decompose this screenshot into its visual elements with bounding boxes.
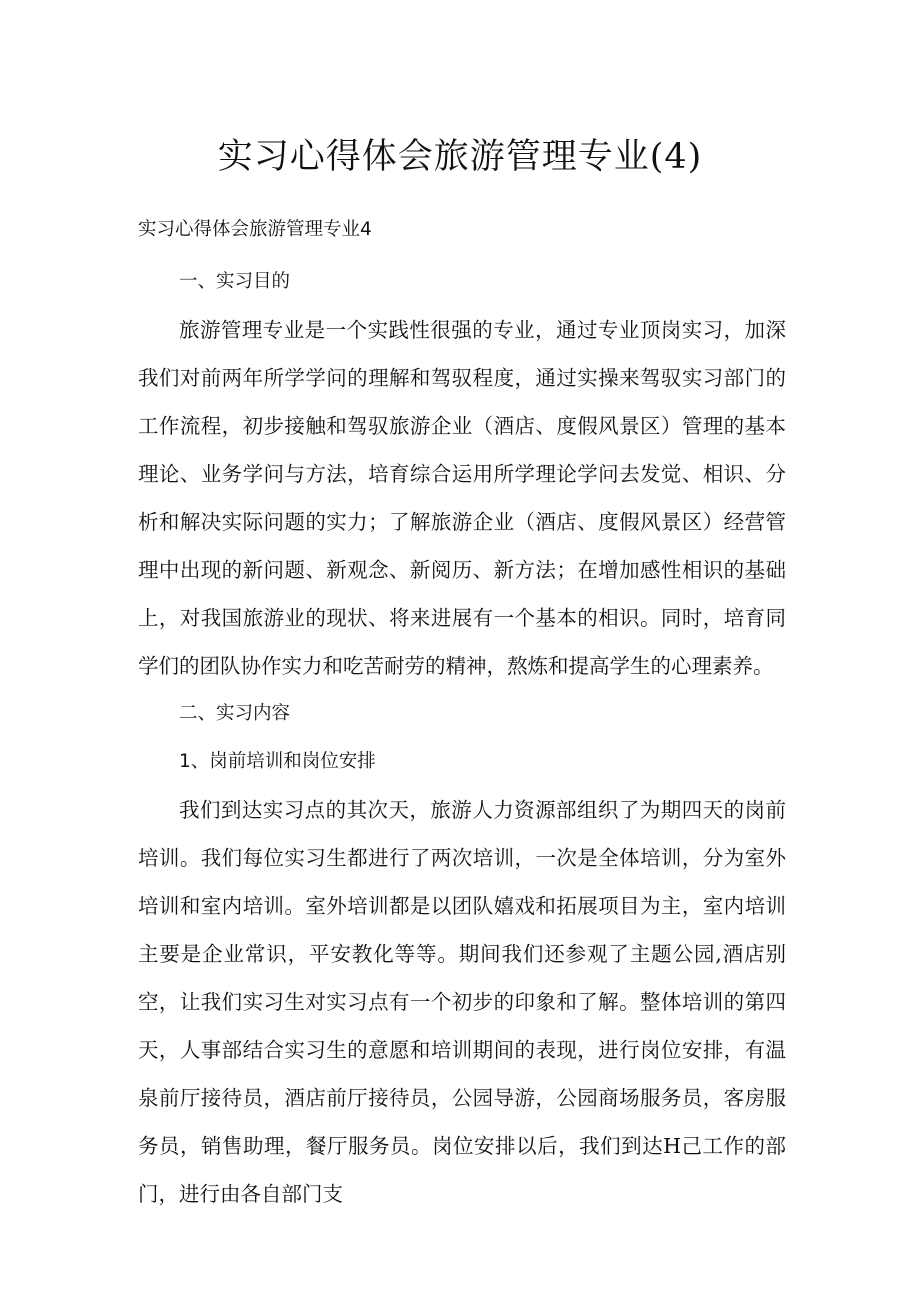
paragraph-training: 我们到达实习点的其次天，旅游人力资源部组织了为期四天的岗前培训。我们每位实习生都进行了两次培训，一次是全体培训，分为室外培训和室内培训。室外培训都是以团队嬉戏和拓展项目为主，室内培训主要是企业常识，平安教化等等。期间我们还参观了主题公园,酒店别空，让我们实习生对实习点有一个初步的印象和了解。整体培训的第四天，人事部结合实习生的意愿和培训期间的表现，进行岗位安排，有温泉前厅接待员，酒店前厅接待员，公园导游，公园商场服务员，客房服务员，销售助理，餐厅服务员。岗位安排以后，我们到达H己工作的部门，进行由各自部门支 <box>138 798 786 1206</box>
subsection-heading-training: 1、岗前培训和岗位安排 <box>179 751 376 772</box>
paragraph-purpose: 旅游管理专业是一个实践性很强的专业，通过专业顶岗实习，加深我们对前两年所学学问的理解和驾驭程度，通过实操来驾驭实习部门的工作流程，初步接触和驾驭旅游企业（酒店、度假风景区）管理的基本理论、业务学问与方法，培育综合运用所学理论学问去发觉、相识、分析和解决实际问题的实力；了解旅游企业（酒店、度假风景区）经营管理中出现的新问题、新观念、新阅历、新方法；在增加感性相识的基础上，对我国旅游业的现状、将来进展有一个基本的相识。同时，培育同学们的团队协作实力和吃苦耐劳的精神，熬炼和提高学生的心理素养。 <box>138 318 786 678</box>
document-body <box>138 212 786 1218</box>
document-subtitle: 实习心得体会旅游管理专业4 <box>138 219 372 240</box>
section-heading-content: 二、实习内容 <box>179 703 291 724</box>
document-title: 实习心得体会旅游管理专业(4) <box>217 137 703 177</box>
section-heading-purpose: 一、实习目的 <box>179 271 291 292</box>
